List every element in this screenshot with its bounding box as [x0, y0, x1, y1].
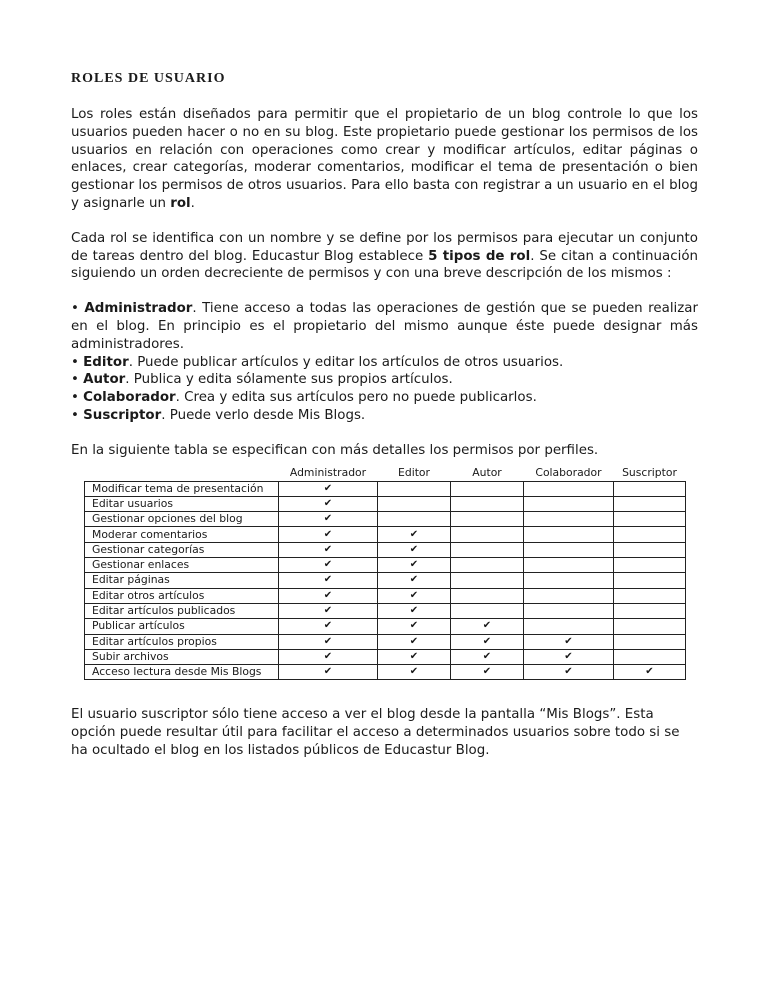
empty-cell — [524, 542, 614, 557]
empty-cell — [614, 573, 686, 588]
table-row — [85, 588, 686, 603]
role-desc: . Puede verlo desde Mis Blogs. — [161, 407, 366, 423]
role-desc: . Puede publicar artículos y editar los artículos de otros usuarios. — [128, 354, 564, 370]
empty-cell — [524, 558, 614, 573]
check-icon: ✔ — [279, 619, 378, 634]
empty-cell — [378, 481, 451, 496]
table-row — [85, 527, 686, 542]
check-icon: ✔ — [279, 634, 378, 649]
check-icon: ✔ — [451, 665, 524, 680]
empty-cell — [614, 588, 686, 603]
check-icon: ✔ — [451, 634, 524, 649]
roles-paragraph — [71, 230, 698, 283]
empty-cell — [614, 619, 686, 634]
empty-cell — [614, 649, 686, 664]
role-name: Administrador — [84, 301, 193, 317]
permission-label: Modificar tema de presentación — [85, 481, 279, 496]
header-suscriptor: Suscriptor — [622, 465, 677, 479]
check-icon: ✔ — [378, 542, 451, 557]
empty-cell — [614, 496, 686, 511]
empty-cell — [614, 634, 686, 649]
check-icon: ✔ — [451, 619, 524, 634]
roles-bold: 5 tipos de rol — [428, 248, 531, 264]
intro-end: . — [190, 195, 195, 211]
table-row — [85, 573, 686, 588]
role-desc: . Publica y edita sólamente sus propios artículos. — [125, 372, 453, 388]
roles-text: Cada rol se identifica con un nombre y se define por los permisos para ejecutar un conjunto de tareas dentro del blog. Educastur Blog establece — [71, 230, 698, 264]
check-icon: ✔ — [524, 649, 614, 664]
empty-cell — [451, 603, 524, 618]
check-icon: ✔ — [279, 527, 378, 542]
role-name: Editor — [83, 354, 129, 370]
roles-list — [71, 300, 698, 425]
empty-cell — [451, 512, 524, 527]
empty-cell — [614, 558, 686, 573]
roles-end: . Se citan a continuación siguiendo un orden decreciente de permisos y con una breve descripción de los mismos : — [71, 248, 699, 282]
check-icon: ✔ — [451, 649, 524, 664]
check-icon: ✔ — [279, 481, 378, 496]
check-icon: ✔ — [378, 588, 451, 603]
check-icon: ✔ — [279, 496, 378, 511]
closing-paragraph: El usuario suscriptor sólo tiene acceso a ver el blog desde la pantalla “Mis Blogs”. Esta opción puede resultar útil para facilitar el acceso a determinados usuarios sobre todo si se ha ocultado el blog en los listados públicos de Educastur Blog. — [71, 707, 680, 758]
empty-cell — [614, 512, 686, 527]
permission-label: Editar páginas — [85, 573, 279, 588]
list-item: • Suscriptor. Puede verlo desde Mis Blogs. — [71, 407, 366, 423]
empty-cell — [451, 481, 524, 496]
empty-cell — [451, 527, 524, 542]
check-icon: ✔ — [378, 665, 451, 680]
check-icon: ✔ — [279, 542, 378, 557]
role-name: Suscriptor — [83, 407, 162, 423]
empty-cell — [524, 588, 614, 603]
table-row — [85, 619, 686, 634]
list-item: • Colaborador. Crea y edita sus artículos pero no puede publicarlos. — [71, 390, 537, 406]
table-row — [85, 481, 686, 496]
table-row — [85, 634, 686, 649]
table-header-row — [85, 464, 686, 482]
check-icon: ✔ — [279, 558, 378, 573]
check-icon: ✔ — [378, 603, 451, 618]
header-editor: Editor — [398, 465, 430, 479]
check-icon: ✔ — [378, 573, 451, 588]
permissions-table — [84, 464, 686, 681]
check-icon: ✔ — [614, 665, 686, 680]
permission-label: Editar artículos publicados — [85, 603, 279, 618]
empty-cell — [524, 512, 614, 527]
check-icon: ✔ — [279, 603, 378, 618]
empty-cell — [614, 542, 686, 557]
header-administrador: Administrador — [289, 465, 367, 479]
table-row — [85, 512, 686, 527]
check-icon: ✔ — [524, 634, 614, 649]
table-row — [85, 558, 686, 573]
permission-label: Editar usuarios — [85, 496, 279, 511]
intro-text: Los roles están diseñados para permitir que el propietario de un blog controle lo que los usuarios pueden hacer o no en su blog. Este propietario puede gestionar los permisos de los usuarios en relación con operaciones como crear y modificar artículos, editar páginas o enlaces, crear categorías, moderar comentarios, modificar el tema de presentación o bien gestionar los permisos de otros usuarios. Para ello basta con registrar a un usuario en el blog y asignarle un — [71, 107, 698, 211]
page-title: ROLES DE USUARIO — [71, 71, 226, 86]
role-desc: . Tiene acceso a todas las operaciones de gestión que se pueden realizar en el blog. En principio es el propietario del mismo aunque éste puede designar más administradores. — [71, 301, 698, 352]
check-icon: ✔ — [279, 573, 378, 588]
document-page — [71, 70, 698, 777]
empty-cell — [524, 573, 614, 588]
empty-cell — [614, 527, 686, 542]
list-item: • Autor. Publica y edita sólamente sus propios artículos. — [71, 372, 453, 388]
table-row — [85, 649, 686, 664]
permissions-table-body — [85, 481, 686, 680]
intro-paragraph — [71, 106, 698, 213]
permission-label: Editar artículos propios — [85, 634, 279, 649]
check-icon: ✔ — [279, 588, 378, 603]
table-row — [85, 603, 686, 618]
check-icon: ✔ — [279, 649, 378, 664]
empty-cell — [451, 558, 524, 573]
list-item: • Administrador. Tiene acceso a todas las operaciones de gestión que se pueden realizar en el blog. En principio es el propietario del mismo aunque éste puede designar más administradores. — [71, 301, 698, 352]
check-icon: ✔ — [279, 665, 378, 680]
empty-cell — [524, 619, 614, 634]
table-row — [85, 542, 686, 557]
permission-label: Gestionar opciones del blog — [85, 512, 279, 527]
table-row — [85, 665, 686, 680]
empty-cell — [524, 527, 614, 542]
empty-cell — [378, 512, 451, 527]
empty-cell — [614, 603, 686, 618]
empty-cell — [451, 542, 524, 557]
role-name: Colaborador — [83, 390, 176, 406]
header-blank — [85, 464, 279, 482]
check-icon: ✔ — [279, 512, 378, 527]
empty-cell — [614, 481, 686, 496]
permission-label: Editar otros artículos — [85, 588, 279, 603]
check-icon: ✔ — [378, 619, 451, 634]
permission-label: Publicar artículos — [85, 619, 279, 634]
permission-label: Gestionar categorías — [85, 542, 279, 557]
empty-cell — [524, 603, 614, 618]
empty-cell — [524, 481, 614, 496]
check-icon: ✔ — [524, 665, 614, 680]
permission-label: Gestionar enlaces — [85, 558, 279, 573]
check-icon: ✔ — [378, 527, 451, 542]
header-colaborador: Colaborador — [535, 465, 602, 479]
empty-cell — [524, 496, 614, 511]
check-icon: ✔ — [378, 649, 451, 664]
empty-cell — [451, 588, 524, 603]
permissions-table-wrap — [71, 464, 698, 681]
permission-label: Subir archivos — [85, 649, 279, 664]
empty-cell — [451, 496, 524, 511]
check-icon: ✔ — [378, 558, 451, 573]
check-icon: ✔ — [378, 634, 451, 649]
header-autor: Autor — [472, 465, 502, 479]
permission-label: Moderar comentarios — [85, 527, 279, 542]
list-item: • Editor. Puede publicar artículos y editar los artículos de otros usuarios. — [71, 354, 564, 370]
table-row — [85, 496, 686, 511]
permission-label: Acceso lectura desde Mis Blogs — [85, 665, 279, 680]
role-name: Autor — [83, 372, 126, 388]
table-intro: En la siguiente tabla se especifican con más detalles los permisos por perfiles. — [71, 442, 599, 458]
empty-cell — [378, 496, 451, 511]
empty-cell — [451, 573, 524, 588]
intro-bold: rol — [170, 195, 191, 211]
role-desc: . Crea y edita sus artículos pero no puede publicarlos. — [175, 390, 537, 406]
